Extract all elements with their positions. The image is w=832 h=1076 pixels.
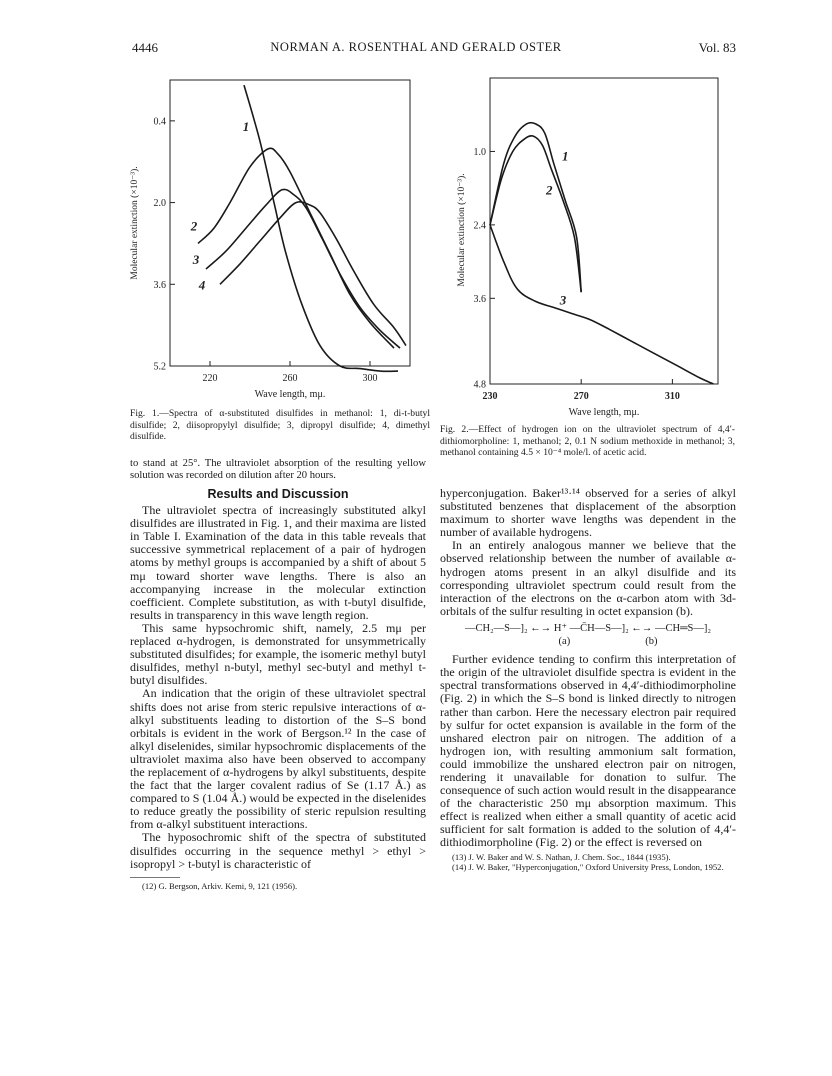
page-number: 4446 xyxy=(132,40,158,55)
fig2-ytick-label: 3.6 xyxy=(473,293,486,305)
section-heading: Results and Discussion xyxy=(207,487,349,501)
footnote-divider xyxy=(130,877,180,878)
resonance-equation: —CH₂—S—]₂ ←→ H⁺ —C̄H—S—]₂ ←→ —CH═S—]₂ xyxy=(464,622,712,634)
right-column xyxy=(440,487,736,873)
figure-1-caption: Fig. 1.—Spectra of α-substituted disulfides in methanol: 1, di-t-butyl disulfide; 2, diisopropylyl disulfide; 3, dipropyl disulfide; 4, dimethyl disulfide. xyxy=(130,408,430,442)
footnote: (14) J. W. Baker, "Hyperconjugation," Oxford University Press, London, 1952. xyxy=(452,862,724,873)
figure-2-chart xyxy=(440,70,730,418)
body-paragraph: The hyposochromic shift of the spectra of substituted disulfides occurring in the sequence methyl > ethyl > isopropyl > t-butyl is characteristic of xyxy=(130,830,426,871)
fig1-curve-label-2: 2 xyxy=(190,218,198,234)
fig1-series-2-line xyxy=(198,148,394,348)
body-paragraph: An indication that the origin of these ultraviolet spectral shifts does not arise from steric repulsive interactions of α-alkyl substituents leading to distortion of the S–S bond orbitals is evident in the work of Bergson.¹² In the case of alkyl diselenides, similar hypsochromic displacements of the ultraviolet maxima also have been observed to accompany the replacement of α-hydrogens by alkyl substituents, despite the fact that the larger covalent radius of Se (1.17 Å.) as compared to S (1.04 Å.) would be expected in the diselenides to reduce greatly the possibility of steric repulsion resulting from α-alkyl substituent interactions. xyxy=(130,686,426,832)
fig2-curve-label-1: 1 xyxy=(561,148,569,164)
left-column xyxy=(130,458,426,891)
fig1-ytick-label: 3.6 xyxy=(153,279,166,291)
fig2-ytick-label: 1.0 xyxy=(473,146,486,158)
fig1-xtick-label: 260 xyxy=(282,373,298,384)
volume-label: Vol. 83 xyxy=(698,40,736,55)
footnote: (12) G. Bergson, Arkiv. Kemi, 9, 121 (1956). xyxy=(142,880,298,891)
figure-2-plot-frame xyxy=(490,78,718,384)
figure-2-xlabel: Wave length, mμ. xyxy=(568,407,640,418)
figure-1-xlabel: Wave length, mμ. xyxy=(254,389,326,400)
body-paragraph: The ultraviolet spectra of increasingly substituted alkyl disulfides are illustrated in Fig. 1, and their maxima are listed in Table I. Examination of the data in this table reveals that successive symmetrical replacement of a pair of hydrogen atoms by methyl groups is accompanied by a shift of about 5 mμ toward shorter wave lengths. There is also an accompanying increase in the molecular extinction coefficient. Complete substitution, as with t-butyl disulfide, results in transparency in this wave length region. xyxy=(130,503,426,622)
fig2-series-3-line xyxy=(490,225,713,384)
fig2-xtick-label: 270 xyxy=(573,391,589,402)
figure-2-caption: Fig. 2.—Effect of hydrogen ion on the ultraviolet spectrum of 4,4′-dithiomorpholine: 1, methanol; 2, 0.1 N sodium methoxide in methanol; 3, methanol containing 4.5 × 10⁻⁴ mole/l. of acetic acid. xyxy=(440,424,735,458)
body-paragraph: Further evidence tending to confirm this interpretation of the origin of the ultraviolet disulfide spectra is evident in the spectral transformations observed in 4,4′-dithiodimorpholine (Fig. 2) in which the S–S bond is linked directly to nitrogen rather than carbon. Here the necessary electron pair required by sulfur for octet expansion is available in the form of the unshared electron pair on nitrogen. The addition of a hydrogen ion, with resulting ammonium salt formation, could immobilize the unshared electron pair on nitrogen, rendering it unavailable for donation to sulfur. The consequence of such action would result in the disappearance of the characteristic 250 mμ absorption maximum. This effect is realized when either a small quantity of acetic acid sufficient for salt formation is added to the solution of 4,4′-dithiodimorpholine (Fig. 2) or the effect is reversed on xyxy=(440,652,736,850)
fig2-ytick-label: 2.4 xyxy=(473,220,486,232)
equation-labels xyxy=(480,635,736,648)
equation-label-a: (a) xyxy=(558,636,571,648)
fig1-curve-label-3: 3 xyxy=(192,251,200,267)
fig2-xtick-label: 310 xyxy=(664,391,680,402)
fig1-ytick-label: 5.2 xyxy=(153,361,166,373)
fig2-curve-label-2: 2 xyxy=(546,182,553,198)
body-paragraph: In an entirely analogous manner we believe that the observed relationship between the number of available α-hydrogen atoms present in an alkyl disulfide and its corresponding ultraviolet spectrum could result from the interaction of the electrons on the α-carbon atom with 3d-orbitals of the sulfur resulting in octet expansion (b). xyxy=(440,538,736,618)
figure-2 xyxy=(440,70,730,418)
figure-1 xyxy=(120,70,430,400)
fig1-ytick-label: 2.0 xyxy=(153,198,166,210)
fig2-curve-label-3: 3 xyxy=(559,292,567,308)
body-paragraph: hyperconjugation. Baker¹³·¹⁴ observed for a series of alkyl substituted benzenes that displacement of the absorption maximum to shorter wave lengths was dependent in the number of available hydrogens. xyxy=(440,486,736,540)
body-paragraph: This same hypsochromic shift, namely, 2.5 mμ per replaced α-hydrogen, is demonstrated for unsymmetrically substituted disulfides; for example, the isomeric methyl butyl disulfides, methyl n-butyl, methyl sec-butyl and methyl t-butyl disulfides. xyxy=(130,620,426,688)
fig1-xtick-label: 220 xyxy=(202,373,218,384)
fig1-series-4-line xyxy=(220,202,406,346)
figure-1-chart xyxy=(120,70,430,400)
figure-2-ylabel: Molecular extinction (×10⁻³). xyxy=(457,173,467,287)
fig2-ytick-label: 4.8 xyxy=(473,379,486,391)
methods-tail-paragraph: to stand at 25°. The ultraviolet absorption of the resulting yellow solution was recorded on dilution after 20 hours. xyxy=(130,458,426,481)
footnote: (13) J. W. Baker and W. S. Nathan, J. Chem. Soc., 1844 (1935). xyxy=(452,851,671,862)
fig1-ytick-label: 0.4 xyxy=(153,116,166,128)
fig1-xtick-label: 300 xyxy=(362,373,378,384)
figure-1-ylabel: Molecular extinction (×10⁻³). xyxy=(130,166,140,280)
running-title: NORMAN A. ROSENTHAL AND GERALD OSTER xyxy=(270,40,562,54)
fig1-curve-label-1: 1 xyxy=(242,119,250,135)
fig1-curve-label-4: 4 xyxy=(198,277,206,293)
fig2-xtick-label: 230 xyxy=(482,391,498,402)
equation-label-b: (b) xyxy=(645,636,658,648)
